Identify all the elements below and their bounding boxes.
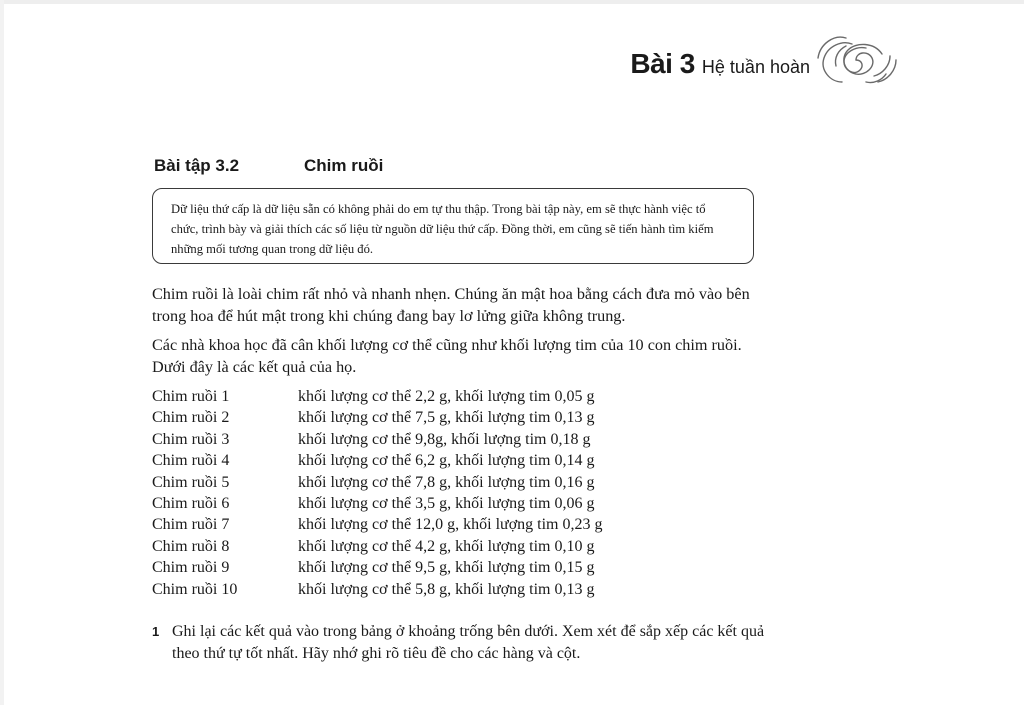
bird-measurement: khối lượng cơ thể 6,2 g, khối lượng tim 0,14 g xyxy=(298,452,595,470)
bird-measurement: khối lượng cơ thể 12,0 g, khối lượng tim 0,23 g xyxy=(298,516,603,534)
question-number: 1 xyxy=(152,624,160,639)
list-item xyxy=(152,493,712,514)
bird-measurement: khối lượng cơ thể 2,2 g, khối lượng tim 0,05 g xyxy=(298,388,595,405)
list-item xyxy=(152,514,712,535)
question-1 xyxy=(152,621,772,665)
bird-name: Chim ruồi 1 xyxy=(152,388,230,405)
exercise-label: Bài tập 3.2 xyxy=(154,156,240,175)
chapter-number: Bài 3 xyxy=(630,48,695,79)
bird-measurement: khối lượng cơ thể 7,8 g, khối lượng tim 0,16 g xyxy=(298,473,595,491)
intro-box xyxy=(152,188,754,264)
bird-measurement: khối lượng cơ thể 5,8 g, khối lượng tim 0,13 g xyxy=(298,580,595,598)
list-item xyxy=(152,386,712,407)
bird-name: Chim ruồi 3 xyxy=(152,430,230,448)
bird-name: Chim ruồi 8 xyxy=(152,537,230,555)
bird-name: Chim ruồi 10 xyxy=(152,580,238,598)
paragraph-hummingbird-description: Chim ruồi là loài chim rất nhỏ và nhanh nhẹn. Chúng ăn mật hoa bằng cách đưa mỏ vào bên trong hoa để hút mật trong khi chúng đang bay lơ lửng giữa không trung. xyxy=(152,285,750,325)
intro-text: Dữ liệu thứ cấp là dữ liệu sẵn có không phải do em tự thu thập. Trong bài tập này, em sẽ thực hành việc tổ chức, trình bày và giải thích các số liệu từ nguồn dữ liệu thứ cấp. Đồng thời, em cũng sẽ tiến hành tìm kiếm những mối tương quan trong dữ liệu đó. xyxy=(171,202,714,256)
page-left-edge xyxy=(0,0,4,705)
bird-name: Chim ruồi 5 xyxy=(152,473,230,491)
bird-measurement: khối lượng cơ thể 9,8g, khối lượng tim 0,18 g xyxy=(298,430,591,448)
list-item xyxy=(152,429,712,450)
list-item xyxy=(152,407,712,428)
bird-measurement: khối lượng cơ thể 4,2 g, khối lượng tim 0,10 g xyxy=(298,537,595,555)
bird-measurement: khối lượng cơ thể 3,5 g, khối lượng tim 0,06 g xyxy=(298,494,595,512)
bird-name: Chim ruồi 9 xyxy=(152,559,230,577)
bird-results-list xyxy=(152,386,712,600)
list-item xyxy=(152,557,712,578)
bird-name: Chim ruồi 6 xyxy=(152,494,230,512)
list-item xyxy=(152,472,712,493)
chapter-title: Hệ tuần hoàn xyxy=(701,57,810,77)
swirl-icon xyxy=(816,30,898,90)
question-text: Ghi lại các kết quả vào trong bảng ở khoảng trống bên dưới. Xem xét để sắp xếp các kết quả theo thứ tự tốt nhất. Hãy nhớ ghi rõ tiêu đề cho các hàng và cột. xyxy=(172,623,765,662)
bird-name: Chim ruồi 2 xyxy=(152,409,230,427)
bird-measurement: khối lượng cơ thể 9,5 g, khối lượng tim 0,15 g xyxy=(298,559,595,577)
bird-name: Chim ruồi 7 xyxy=(152,516,230,534)
page-top-edge xyxy=(0,0,1024,4)
list-item xyxy=(152,536,712,557)
bird-name: Chim ruồi 4 xyxy=(152,452,230,470)
bird-measurement: khối lượng cơ thể 7,5 g, khối lượng tim 0,13 g xyxy=(298,409,595,427)
paragraph-scientists-measured: Các nhà khoa học đã cân khối lượng cơ thể cũng như khối lượng tim của 10 con chim ruồi. Dưới đây là các kết quả của họ. xyxy=(152,336,742,376)
list-item xyxy=(152,450,712,471)
list-item xyxy=(152,579,712,600)
chapter-header xyxy=(600,48,810,88)
exercise-name: Chim ruồi xyxy=(304,156,384,175)
